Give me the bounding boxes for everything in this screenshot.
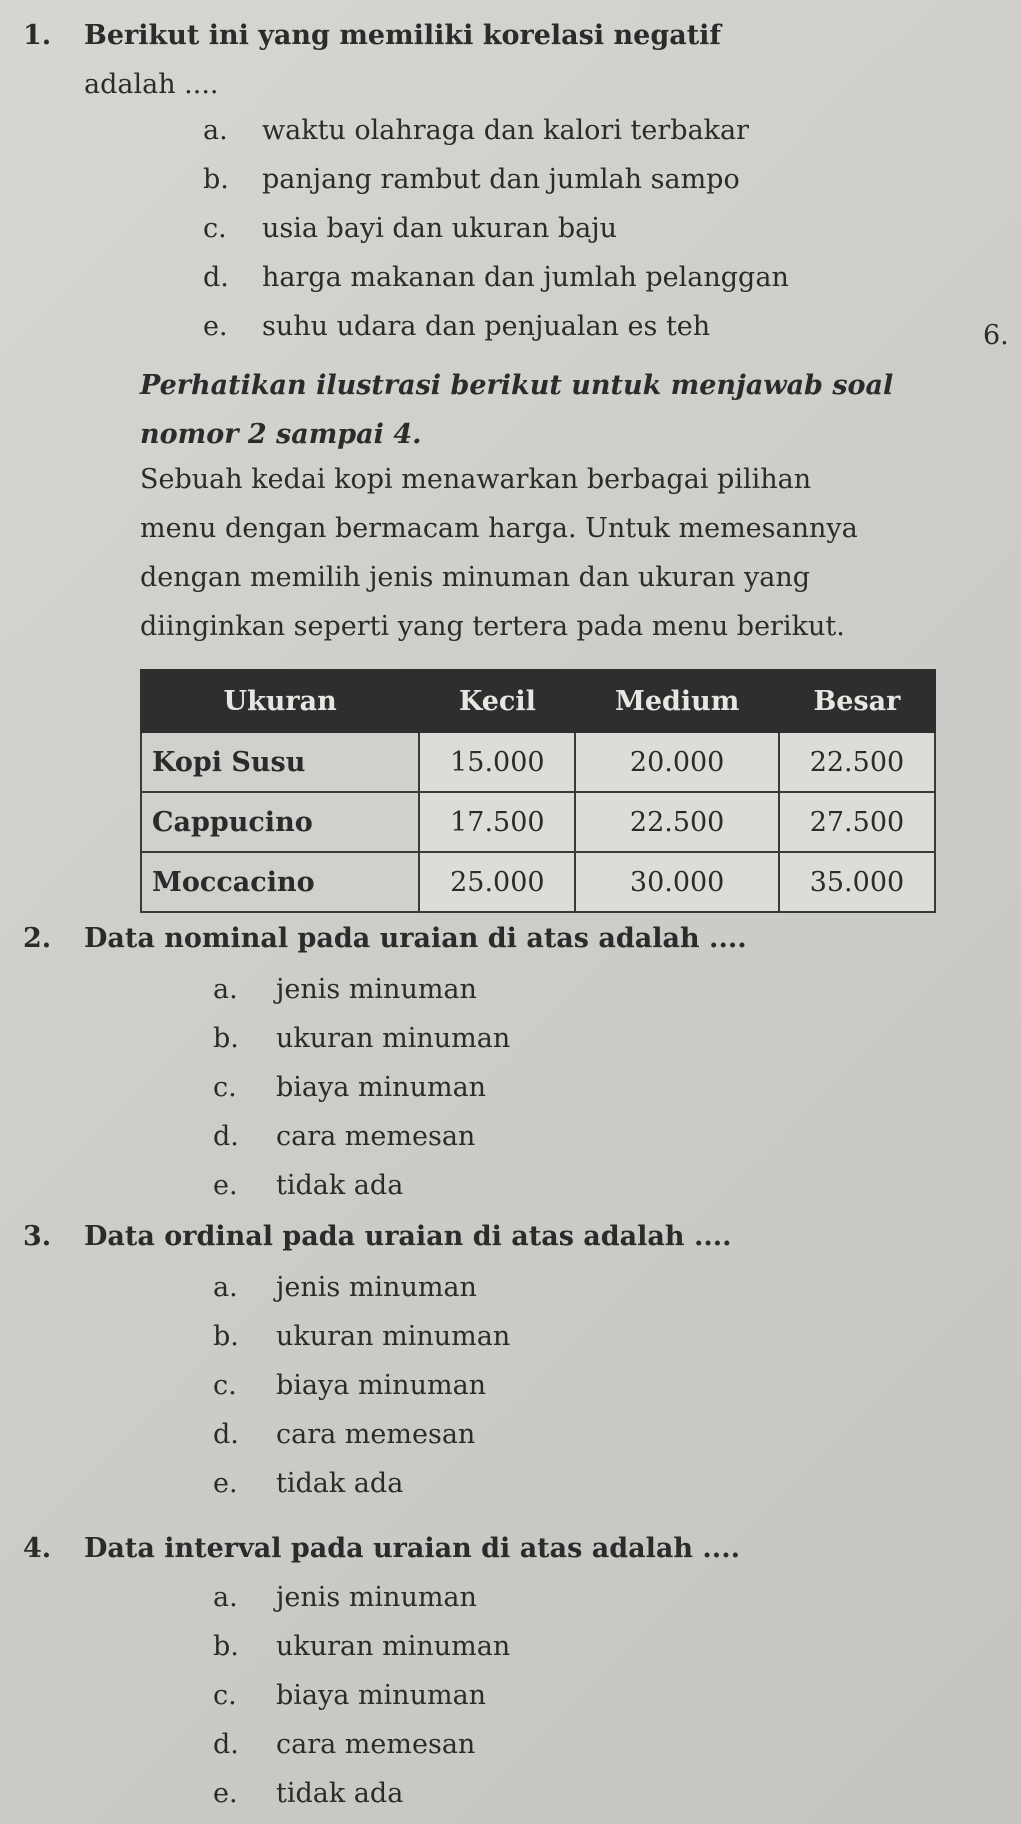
- option-letter: a.: [213, 1272, 238, 1303]
- row-header: Moccacino: [141, 852, 419, 912]
- price-cell: 35.000: [779, 852, 935, 912]
- option-letter: d.: [213, 1729, 239, 1760]
- question-number: 3.: [23, 1221, 52, 1252]
- price-cell: 30.000: [575, 852, 779, 912]
- option-letter: c.: [213, 1072, 237, 1103]
- option-text: ukuran minuman: [276, 1321, 511, 1352]
- price-cell: 27.500: [779, 792, 935, 852]
- option-text: waktu olahraga dan kalori terbakar: [262, 115, 750, 146]
- header-cell: Medium: [575, 670, 779, 732]
- option-text: biaya minuman: [276, 1370, 487, 1401]
- option-letter: e.: [213, 1170, 238, 1201]
- instruction-line-2: nomor 2 sampai 4.: [140, 419, 422, 450]
- option-text: suhu udara dan penjualan es teh: [262, 311, 711, 342]
- option-letter: c.: [213, 1680, 237, 1711]
- option-text: cara memesan: [276, 1121, 476, 1152]
- paragraph-line: dengan memilih jenis minuman dan ukuran yang: [140, 562, 811, 593]
- option-text: usia bayi dan ukuran baju: [262, 213, 618, 244]
- row-header: Kopi Susu: [141, 732, 419, 792]
- option-letter: e.: [213, 1778, 238, 1809]
- option-text: tidak ada: [276, 1468, 404, 1499]
- paragraph-line: Sebuah kedai kopi menawarkan berbagai pilihan: [140, 464, 812, 495]
- price-cell: 22.500: [779, 732, 935, 792]
- option-letter: c.: [213, 1370, 237, 1401]
- option-text: ukuran minuman: [276, 1631, 511, 1662]
- option-letter: e.: [203, 311, 228, 342]
- row-header: Cappucino: [141, 792, 419, 852]
- option-letter: e.: [213, 1468, 238, 1499]
- option-text: jenis minuman: [276, 974, 477, 1005]
- option-letter: b.: [203, 164, 229, 195]
- option-text: jenis minuman: [276, 1582, 477, 1613]
- option-text: harga makanan dan jumlah pelanggan: [262, 262, 789, 293]
- option-letter: b.: [213, 1631, 239, 1662]
- paragraph-line: diinginkan seperti yang tertera pada menu berikut.: [140, 611, 845, 642]
- option-text: ukuran minuman: [276, 1023, 511, 1054]
- price-cell: 15.000: [419, 732, 575, 792]
- question-text: Data ordinal pada uraian di atas adalah ....: [84, 1221, 732, 1252]
- option-letter: b.: [213, 1321, 239, 1352]
- option-text: panjang rambut dan jumlah sampo: [262, 164, 740, 195]
- header-cell: Besar: [779, 670, 935, 732]
- option-letter: d.: [203, 262, 229, 293]
- price-cell: 17.500: [419, 792, 575, 852]
- price-cell: 20.000: [575, 732, 779, 792]
- option-letter: d.: [213, 1419, 239, 1450]
- question-number: 4.: [23, 1533, 52, 1564]
- option-text: jenis minuman: [276, 1272, 477, 1303]
- question-text-cont: adalah ....: [84, 69, 219, 100]
- option-letter: c.: [203, 213, 227, 244]
- header-cell: Ukuran: [141, 670, 419, 732]
- option-text: biaya minuman: [276, 1680, 487, 1711]
- option-letter: a.: [213, 1582, 238, 1613]
- option-letter: b.: [213, 1023, 239, 1054]
- question-text: Data nominal pada uraian di atas adalah ....: [84, 923, 747, 954]
- paragraph-line: menu dengan bermacam harga. Untuk memesannya: [140, 513, 858, 544]
- option-text: tidak ada: [276, 1170, 404, 1201]
- instruction-line-1: Perhatikan ilustrasi berikut untuk menjawab soal: [140, 370, 894, 401]
- table-row: [141, 732, 935, 792]
- option-text: biaya minuman: [276, 1072, 487, 1103]
- option-text: cara memesan: [276, 1729, 476, 1760]
- table-row: [141, 792, 935, 852]
- header-cell: Kecil: [419, 670, 575, 732]
- question-number: 1.: [23, 20, 52, 51]
- question-number: 2.: [23, 923, 52, 954]
- table-row: [141, 852, 935, 912]
- question-text: Berikut ini yang memiliki korelasi negatif: [84, 20, 722, 51]
- option-text: tidak ada: [276, 1778, 404, 1809]
- side-question-number: 6.: [983, 320, 1009, 351]
- option-letter: a.: [203, 115, 228, 146]
- price-table: [140, 669, 936, 913]
- option-text: cara memesan: [276, 1419, 476, 1450]
- option-letter: a.: [213, 974, 238, 1005]
- intro-paragraph: [140, 455, 935, 651]
- price-cell: 22.500: [575, 792, 779, 852]
- question-text: Data interval pada uraian di atas adalah ....: [84, 1533, 741, 1564]
- price-cell: 25.000: [419, 852, 575, 912]
- table-header-row: [141, 670, 935, 732]
- option-letter: d.: [213, 1121, 239, 1152]
